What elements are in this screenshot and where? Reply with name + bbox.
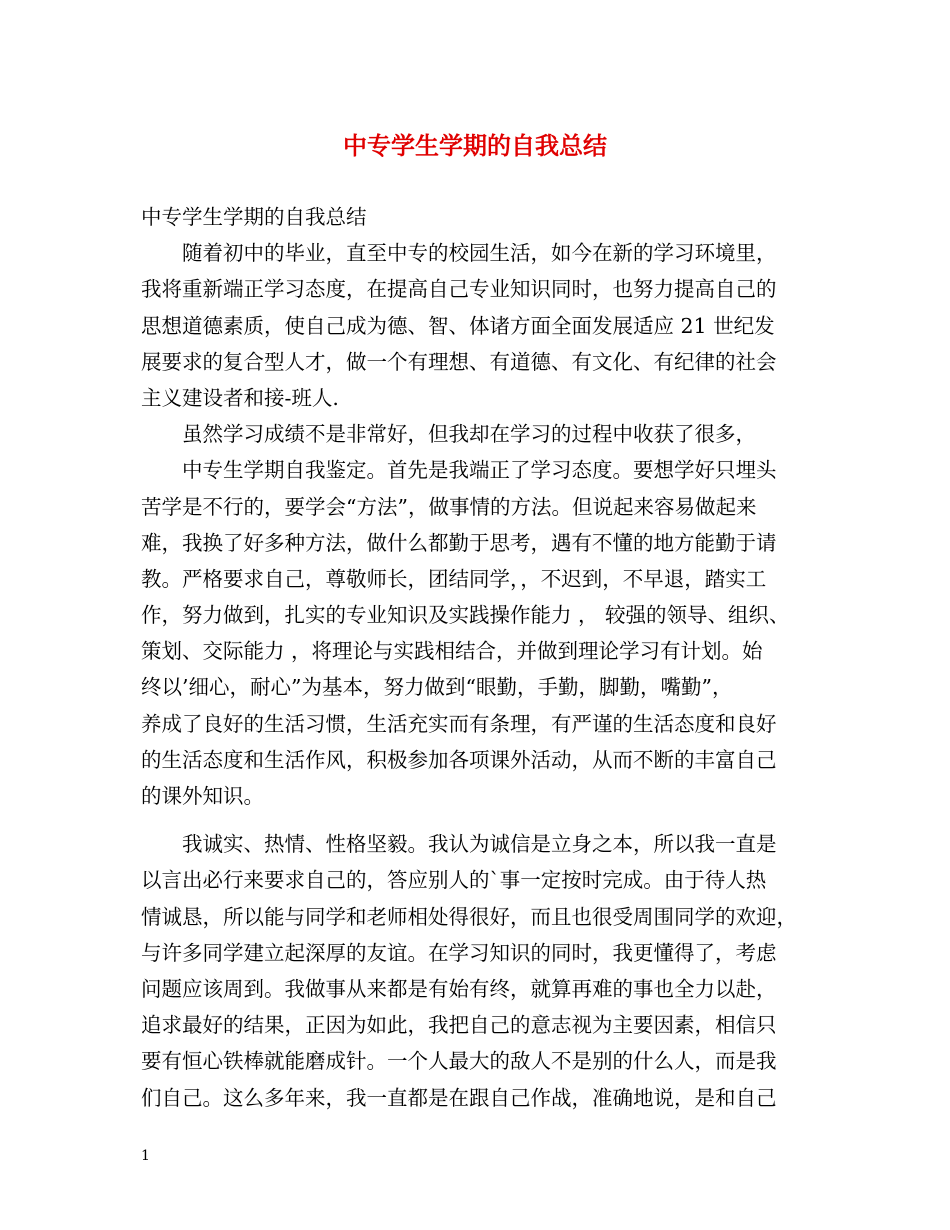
paragraph-3-line-5: 作，努力做到，扎实的专业知识及实践操作能力 ， 较强的领导、组织、 (141, 603, 790, 628)
paragraph-1-line-3: 思想道德素质，使自己成为德、智、体诸方面全面发展适应 21 世纪发 (141, 313, 775, 338)
paragraph-3-line-6: 策划、交际能力 ，将理论与实践相结合，并做到理论学习有计划。始 (141, 639, 763, 664)
paragraph-1-line-4: 展要求的复合型人才，做一个有理想、有道德、有文化、有纪律的社会 (141, 349, 777, 374)
paragraph-3-line-1: 中专生学期自我鉴定。首先是我端正了学习态度。要想学好只埋头 (182, 458, 777, 483)
paragraph-3-line-9: 的生活态度和生活作风，积极参加各项课外活动，从而不断的丰富自己 (141, 747, 777, 772)
paragraph-4-line-7: 要有恒心铁棒就能磨成针。一个人最大的敌人不是别的什么人，而是我 (141, 1049, 777, 1074)
paragraph-4-line-8: 们自己。这么多年来，我一直都是在跟自己作战，准确地说，是和自己 (141, 1085, 777, 1110)
paragraph-4-line-4: 与许多同学建立起深厚的友谊。在学习知识的同时，我更懂得了，考虑 (141, 940, 777, 965)
document-title: 中专学生学期的自我总结 (343, 132, 607, 160)
paragraph-4-line-3: 情诚恳，所以能与同学和老师相处得很好，而且也很受周围同学的欢迎， (141, 904, 797, 929)
paragraph-4-line-6: 追求最好的结果，正因为如此，我把自己的意志视为主要因素，相信只 (141, 1013, 777, 1038)
page-number: 1 (141, 1148, 150, 1164)
paragraph-4-line-2: 以言出必行来要求自己的，答应别人的`事一定按时完成。由于待人热 (141, 868, 767, 893)
document-body (141, 199, 841, 1116)
subtitle-line: 中专学生学期的自我总结 (141, 205, 367, 229)
paragraph-3-line-2: 苦学是不行的，要学会“方法”，做事情的方法。但说起来容易做起来 (141, 494, 757, 519)
paragraph-1-line-2: 我将重新端正学习态度，在提高自己专业知识同时，也努力提高自己的 (141, 277, 777, 302)
paragraph-1-line-5: 主义建设者和接-班人. (141, 385, 339, 410)
paragraph-3-line-8: 养成了良好的生活习惯，生活充实而有条理，有严谨的生活态度和良好 (141, 711, 777, 736)
paragraph-3-line-3: 难，我换了好多种方法，做什么都勤于思考，遇有不懂的地方能勤于请 (141, 530, 777, 555)
paragraph-4-line-1: 我诚实、热情、性格坚毅。我认为诚信是立身之本，所以我一直是 (182, 832, 777, 857)
paragraph-1-line-1: 随着初中的毕业，直至中专的校园生活，如今在新的学习环境里， (182, 241, 777, 266)
paragraph-4-line-5: 问题应该周到。我做事从来都是有始有终，就算再难的事也全力以赴， (141, 976, 777, 1001)
paragraph-3-line-7: 终以’细心，耐心”为基本，努力做到“眼勤，手勤，脚勤，嘴勤”， (141, 675, 733, 700)
paragraph-3-line-10: 的课外知识。 (141, 784, 264, 808)
paragraph-3-line-4: 教。严格要求自己，尊敬师长，团结同学，，不迟到，不早退，踏实工 (141, 566, 767, 591)
paragraph-2-line-1: 虽然学习成绩不是非常好，但我却在学习的过程中收获了很多， (182, 422, 756, 447)
